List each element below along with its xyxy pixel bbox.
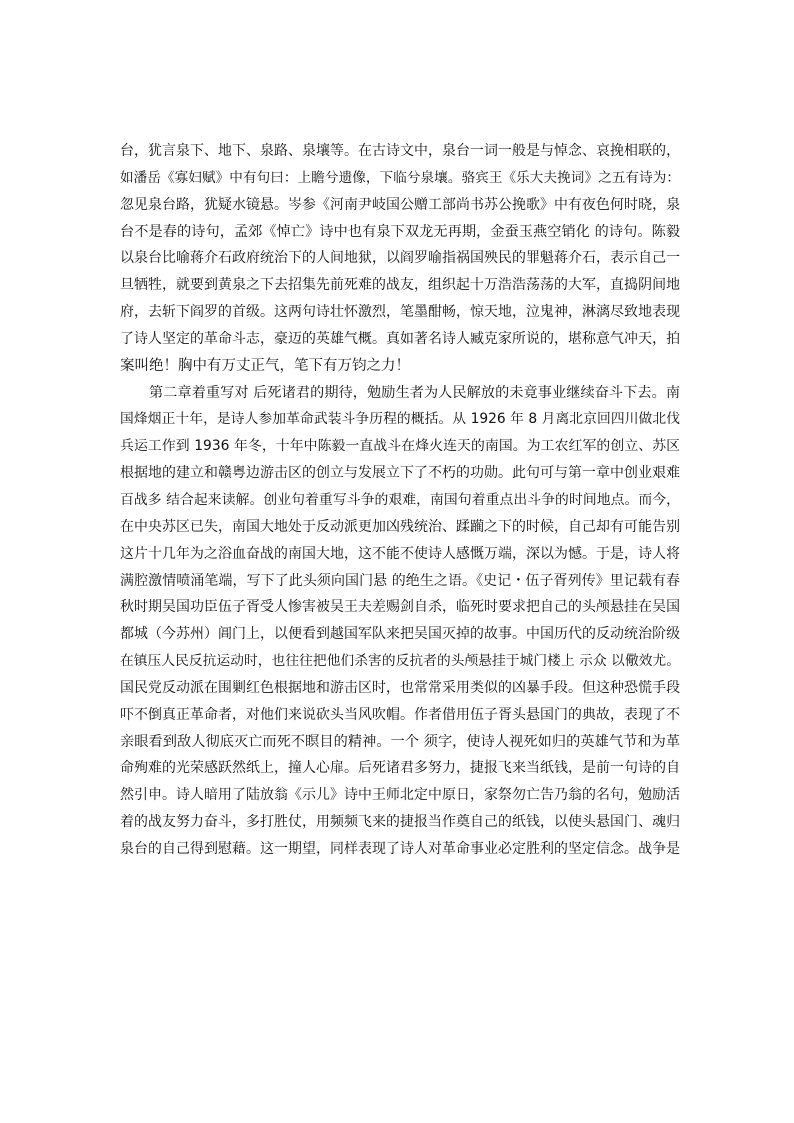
paragraph-1 [120, 138, 680, 380]
text-line: 府，去斩下阎罗的首级。这两句诗壮怀激烈，笔墨酣畅，惊天地，泣鬼神，淋漓尽致地表现 [120, 304, 680, 321]
text-line: 如潘岳《寡妇赋》中有句曰：上瞻兮遗像，下临兮泉壤。骆宾王《乐大夫挽词》之五有诗为： [120, 169, 680, 186]
text-line: 泉台的自己得到慰藉。这一期望，同样表现了诗人对革命事业必定胜利的坚定信念。战争是 [120, 840, 680, 857]
paragraph-2 [120, 380, 680, 863]
body-text [120, 138, 680, 863]
text-line: 都城（今苏州）阊门上，以便看到越国军队来把吴国灭掉的故事。中国历代的反动统治阶级 [120, 626, 680, 643]
text-line: 兵运工作到 1936 年冬，十年中陈毅一直战斗在烽火连天的南国。为工农红军的创立、苏区 [120, 438, 680, 455]
text-line: 满腔激情喷涌笔端，写下了此头须向国门悬 的绝生之语。《史记・伍子胥列传》里记载有春 [120, 572, 680, 589]
text-line: 忽见泉台路，犹疑水镜悬。岑参《河南尹岐国公赠工部尚书苏公挽歌》中有夜色何时晓，泉 [120, 196, 680, 213]
text-line: 台不是春的诗句，孟郊《悼亡》诗中也有泉下双龙无再期，金蚕玉燕空销化 的诗句。陈毅 [120, 223, 680, 240]
text-line: 吓不倒真正革命者，对他们来说砍头当风吹帽。作者借用伍子胥头悬国门的典故，表现了不 [120, 706, 680, 723]
text-line: 台，犹言泉下、地下、泉路、泉壤等。在古诗文中，泉台一词一般是与悼念、哀挽相联的， [120, 143, 680, 159]
text-line: 第二章着重写对 后死诸君的期待，勉励生者为人民解放的未竟事业继续奋斗下去。南 [149, 384, 680, 401]
text-line: 旦牺牲，就要到黄泉之下去招集先前死难的战友，组织起十万浩浩荡荡的大军，直捣阴间地 [120, 277, 680, 294]
text-line: 百战多 结合起来读解。创业句着重写斗争的艰难，南国句着重点出斗争的时间地点。而今， [120, 491, 680, 508]
text-line: 案叫绝！胸中有万丈正气，笔下有万钧之力！ [120, 357, 410, 374]
text-line: 在镇压人民反抗运动时，也往往把他们杀害的反抗者的头颅悬挂于城门楼上 示众 以儆效尤。 [120, 653, 680, 670]
text-line: 命殉难的光荣感跃然纸上，撞人心扉。后死诸君多努力，捷报飞来当纸钱，是前一句诗的自 [120, 760, 680, 777]
text-line: 在中央苏区已失，南国大地处于反动派更加凶残统治、蹂躏之下的时候，自己却有可能告别 [120, 518, 680, 535]
text-line: 以泉台比喻蒋介石政府统治下的人间地狱，以阎罗喻指祸国殃民的罪魁蒋介石，表示自己一 [120, 250, 680, 267]
text-line: 国烽烟正十年，是诗人参加革命武装斗争历程的概括。从 1926 年 8 月离北京回四川做北伐 [120, 411, 680, 428]
text-line: 了诗人坚定的革命斗志，豪迈的英雄气概。真如著名诗人臧克家所说的，堪称意气冲天，拍 [120, 330, 680, 347]
text-line: 这片十几年为之浴血奋战的南国大地，这不能不使诗人感慨万端，深以为憾。于是，诗人将 [120, 545, 680, 562]
text-line: 国民党反动派在围剿红色根据地和游击区时，也常常采用类似的凶暴手段。但这种恐慌手段 [120, 679, 680, 696]
text-line: 秋时期吴国功臣伍子胥受人惨害被吴王夫差赐剑自杀，临死时要求把自己的头颅悬挂在吴国 [120, 599, 680, 616]
text-line: 根据地的建立和赣粤边游击区的创立与发展立下了不朽的功勋。此句可与第一章中创业艰难 [120, 465, 680, 482]
text-line: 着的战友努力奋斗，多打胜仗，用频频飞来的捷报当作奠自己的纸钱，以使头悬国门、魂归 [120, 814, 680, 831]
text-line: 然引申。诗人暗用了陆放翁《示儿》诗中王师北定中原日，家祭勿亡告乃翁的名句，勉励活 [120, 787, 680, 804]
text-line: 亲眼看到敌人彻底灭亡而死不瞑目的精神。一个 须字，使诗人视死如归的英雄气节和为革 [120, 733, 680, 750]
